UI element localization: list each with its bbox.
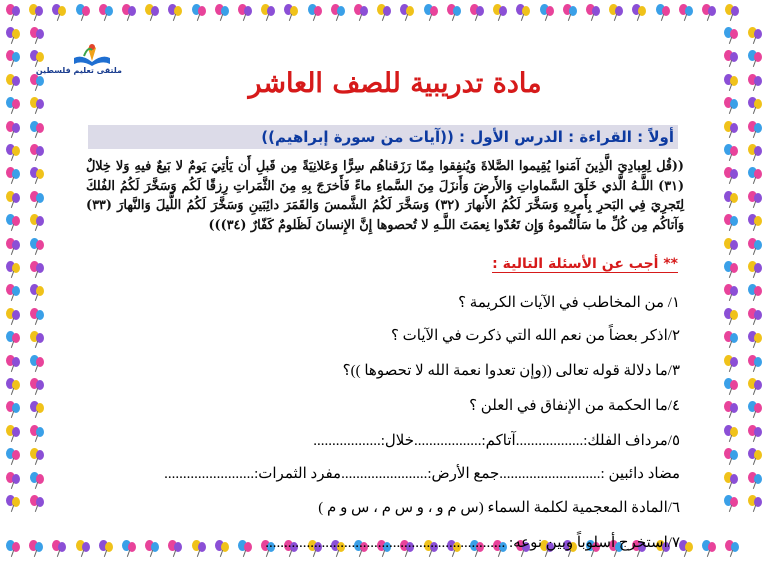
balloon-icon xyxy=(30,144,44,161)
balloon-icon xyxy=(30,378,44,395)
question-1: ١/ من المخاطب في الآيات الكريمة ؟ xyxy=(458,295,680,311)
question-7: ٧/استخرج أسلوباً وبين نوعه: ................................................................ xyxy=(265,535,680,551)
balloon-icon xyxy=(748,167,762,184)
balloon-icon xyxy=(725,540,739,557)
balloon-icon xyxy=(724,214,738,231)
balloon-icon xyxy=(76,540,90,557)
balloon-icon xyxy=(748,495,762,512)
balloon-icon xyxy=(30,50,44,67)
balloon-icon xyxy=(724,378,738,395)
balloon-icon xyxy=(354,4,368,21)
balloon-icon xyxy=(748,378,762,395)
balloon-icon xyxy=(748,261,762,278)
balloon-icon xyxy=(192,540,206,557)
balloon-icon xyxy=(6,50,20,67)
balloon-icon xyxy=(30,448,44,465)
balloon-icon xyxy=(6,355,20,372)
balloon-icon xyxy=(724,284,738,301)
book-logo-icon xyxy=(72,42,112,66)
balloon-icon xyxy=(724,401,738,418)
balloon-icon xyxy=(29,4,43,21)
balloon-icon xyxy=(748,97,762,114)
balloon-icon xyxy=(656,4,670,21)
balloon-icon xyxy=(238,4,252,21)
balloon-icon xyxy=(6,74,20,91)
balloon-icon xyxy=(447,4,461,21)
balloon-icon xyxy=(52,4,66,21)
balloon-icon xyxy=(6,144,20,161)
balloon-icon xyxy=(470,4,484,21)
balloon-icon xyxy=(632,4,646,21)
balloon-icon xyxy=(724,50,738,67)
balloon-icon xyxy=(724,472,738,489)
balloon-icon xyxy=(30,401,44,418)
balloon-icon xyxy=(29,540,43,557)
balloon-icon xyxy=(748,308,762,325)
balloon-icon xyxy=(6,97,20,114)
balloon-icon xyxy=(377,4,391,21)
balloon-icon xyxy=(586,4,600,21)
balloon-icon xyxy=(6,495,20,512)
balloon-icon xyxy=(679,540,693,557)
balloon-icon xyxy=(6,308,20,325)
balloon-icon xyxy=(6,378,20,395)
balloon-icon xyxy=(168,540,182,557)
balloon-icon xyxy=(6,4,20,21)
balloon-icon xyxy=(30,214,44,231)
balloon-icon xyxy=(6,238,20,255)
balloon-icon xyxy=(748,214,762,231)
balloon-icon xyxy=(308,4,322,21)
balloon-icon xyxy=(6,472,20,489)
balloon-icon xyxy=(215,540,229,557)
balloon-icon xyxy=(145,540,159,557)
balloon-icon xyxy=(724,448,738,465)
balloon-icon xyxy=(563,4,577,21)
balloon-icon xyxy=(6,167,20,184)
balloon-icon xyxy=(748,121,762,138)
balloon-icon xyxy=(748,144,762,161)
balloon-icon xyxy=(748,425,762,442)
logo-caption: ملتقى تعليم فلسطين xyxy=(35,66,122,75)
balloon-icon xyxy=(748,355,762,372)
balloon-icon xyxy=(6,261,20,278)
balloon-icon xyxy=(724,261,738,278)
balloon-icon xyxy=(145,4,159,21)
balloon-icon xyxy=(6,540,20,557)
balloon-icon xyxy=(748,401,762,418)
balloon-icon xyxy=(30,191,44,208)
balloon-icon xyxy=(30,495,44,512)
logo xyxy=(35,42,122,92)
balloon-icon xyxy=(748,448,762,465)
balloon-icon xyxy=(748,331,762,348)
balloon-icon xyxy=(724,191,738,208)
balloon-icon xyxy=(168,4,182,21)
balloon-icon xyxy=(724,308,738,325)
balloon-icon xyxy=(724,425,738,442)
balloon-icon xyxy=(261,4,275,21)
question-5-a: ٥/مرداف الفلك:..................آتاكم:..................خلال:.................. xyxy=(313,433,680,449)
balloon-icon xyxy=(748,472,762,489)
balloon-icon xyxy=(99,540,113,557)
balloon-icon xyxy=(30,261,44,278)
balloon-icon xyxy=(516,4,530,21)
balloon-icon xyxy=(724,121,738,138)
question-6: ٦/المادة المعجمية لكلمة السماء (س م و ، و س م ، س و م ) xyxy=(318,500,680,516)
balloon-icon xyxy=(748,191,762,208)
balloon-icon xyxy=(215,4,229,21)
question-5-b: مضاد دائبين :...........................جمع الأرض:.......................مفرد الثمرات:........................ xyxy=(164,466,680,482)
balloon-icon xyxy=(122,540,136,557)
lesson-header: أولاً : القراءة : الدرس الأول : ((آيات من سورة إبراهيم)) xyxy=(88,125,678,149)
balloon-icon xyxy=(6,401,20,418)
balloon-icon xyxy=(702,4,716,21)
balloon-icon xyxy=(702,540,716,557)
quran-verses-text: ((قُل لِعِبادِيَ الَّذِينَ آمَنوا يُقِيموا الصَّلاةَ وَيُنفِقوا مِمّا رَزَقناهُم سِرًّا وَعَلانِيَةً مِن قَبلِ أَن يَأتِيَ يَومٌ لا بَيعٌ فيهِ وَلا خِلالٌ (٣١) اللَّـهُ الَّذي خَلَقَ السَّماواتِ وَالأَرضَ وَأَنزَلَ مِنَ السَّماءِ ماءً فَأَخرَجَ بِهِ مِنَ الثَّمَراتِ رِزقًا لَكُم وَسَخَّرَ لَكُمُ الفُلكَ لِتَجرِيَ فِي البَحرِ بِأَمرِهِ وَسَخَّرَ لَكُمُ الأَنهارَ (٣٢) وَسَخَّرَ لَكُمُ الشَّمسَ وَالقَمَرَ دائِبَينِ وَسَخَّرَ لَكُمُ اللَّيلَ وَالنَّهارَ (٣٣) وَآتاكُم مِن كُلِّ ما سَأَلتُموهُ وَإِن تَعُدّوا نِعمَتَ اللَّـهِ لا تُحصوها إِنَّ الإِنسانَ لَظَلومٌ كَفّارٌ (٣٤))) xyxy=(86,159,684,233)
balloon-icon xyxy=(748,284,762,301)
balloon-icon xyxy=(748,27,762,44)
balloon-icon xyxy=(30,284,44,301)
balloon-icon xyxy=(679,4,693,21)
question-4: ٤/ما الحكمة من الإنفاق في العلن ؟ xyxy=(469,398,680,414)
balloon-icon xyxy=(30,27,44,44)
balloon-icon xyxy=(400,4,414,21)
balloon-icon xyxy=(30,238,44,255)
balloon-icon xyxy=(30,74,44,91)
balloon-icon xyxy=(30,308,44,325)
questions-heading xyxy=(400,256,678,272)
balloon-icon xyxy=(122,4,136,21)
balloon-icon xyxy=(30,425,44,442)
balloon-icon xyxy=(724,495,738,512)
balloon-icon xyxy=(284,4,298,21)
balloon-icon xyxy=(30,355,44,372)
balloon-icon xyxy=(724,97,738,114)
balloon-icon xyxy=(724,27,738,44)
balloon-icon xyxy=(748,74,762,91)
balloon-icon xyxy=(609,4,623,21)
balloon-icon xyxy=(6,448,20,465)
balloon-icon xyxy=(331,4,345,21)
balloon-icon xyxy=(748,50,762,67)
balloon-icon xyxy=(424,4,438,21)
balloon-icon xyxy=(6,214,20,231)
question-2: ٢/اذكر بعضاً من نعم الله التي ذكرت في الآيات ؟ xyxy=(390,328,680,344)
question-3: ٣/ما دلالة قوله تعالى ((وإن تعدوا نعمة الله لا تحصوها ))؟ xyxy=(342,363,680,379)
balloon-icon xyxy=(30,472,44,489)
balloon-icon xyxy=(99,4,113,21)
balloon-icon xyxy=(6,331,20,348)
balloon-icon xyxy=(493,4,507,21)
balloon-icon xyxy=(30,121,44,138)
balloon-icon xyxy=(6,121,20,138)
balloon-icon xyxy=(724,144,738,161)
balloon-icon xyxy=(6,425,20,442)
balloon-icon xyxy=(724,74,738,91)
balloon-icon xyxy=(6,191,20,208)
balloon-icon xyxy=(30,97,44,114)
balloon-icon xyxy=(30,331,44,348)
balloon-icon xyxy=(725,4,739,21)
page-title: مادة تدريبية للصف العاشر xyxy=(248,68,542,99)
balloon-icon xyxy=(76,4,90,21)
balloon-icon xyxy=(52,540,66,557)
balloon-icon xyxy=(724,331,738,348)
balloon-icon xyxy=(748,238,762,255)
balloon-icon xyxy=(724,167,738,184)
balloon-icon xyxy=(540,4,554,21)
balloon-icon xyxy=(192,4,206,21)
balloon-icon xyxy=(30,167,44,184)
balloon-icon xyxy=(238,540,252,557)
balloon-icon xyxy=(724,238,738,255)
balloon-icon xyxy=(724,355,738,372)
balloon-icon xyxy=(6,284,20,301)
questions-heading-text: ** أجب عن الأسئلة التالية : xyxy=(492,256,678,272)
balloon-icon xyxy=(6,27,20,44)
